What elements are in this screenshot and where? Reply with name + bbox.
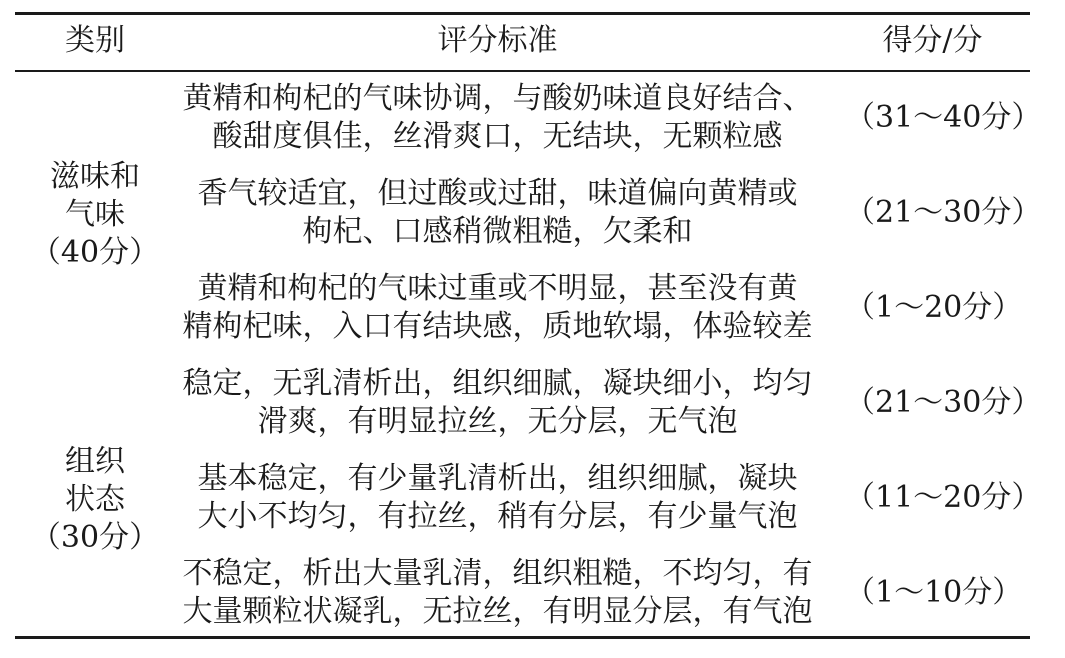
score-cell: （31～40分）	[845, 100, 1042, 135]
score-cell: （21～30分）	[845, 385, 1042, 420]
category-line: 状态	[65, 482, 125, 517]
criteria-cell	[160, 365, 835, 441]
criteria-line: 香气较适宜，但过酸或过甜，味道偏向黄精或	[197, 176, 798, 211]
criteria-line: 黄精和枸杞的气味协调，与酸奶味道良好结合、	[182, 81, 813, 116]
category-taste-aroma	[15, 158, 175, 272]
criteria-cell	[160, 555, 835, 631]
criteria-line: 精枸杞味，入口有结块感，质地软塌，体验较差	[182, 309, 813, 344]
criteria-line: 大量颗粒状凝乳，无拉丝，有明显分层，有气泡	[182, 594, 813, 629]
category-texture	[15, 443, 175, 557]
table-bottom-rule	[15, 636, 1030, 639]
category-line: （40分）	[30, 235, 160, 270]
criteria-line: 枸杞、口感稍微粗糙，欠柔和	[302, 214, 693, 249]
table-top-rule	[15, 12, 1030, 15]
header-criteria: 评分标准	[437, 23, 558, 58]
header-category: 类别	[65, 23, 125, 58]
category-line: 气味	[65, 197, 125, 232]
score-cell: （21～30分）	[845, 195, 1042, 230]
score-cell: （11～20分）	[845, 480, 1042, 515]
criteria-line: 大小不均匀，有拉丝，稍有分层，有少量气泡	[197, 499, 798, 534]
table-header-rule	[15, 70, 1030, 72]
criteria-cell	[160, 175, 835, 251]
category-line: （30分）	[30, 520, 160, 555]
criteria-line: 稳定，无乳清析出，组织细腻，凝块细小，均匀	[182, 366, 813, 401]
criteria-line: 不稳定，析出大量乳清，组织粗糙，不均匀，有	[182, 556, 813, 591]
category-line: 组织	[65, 444, 125, 479]
criteria-line: 黄精和枸杞的气味过重或不明显，甚至没有黄	[197, 271, 798, 306]
criteria-cell	[160, 460, 835, 536]
score-cell: （1～10分）	[845, 575, 1023, 610]
score-cell: （1～20分）	[845, 290, 1023, 325]
criteria-cell	[160, 270, 835, 346]
criteria-line: 酸甜度俱佳，丝滑爽口，无结块，无颗粒感	[212, 119, 783, 154]
criteria-line: 滑爽，有明显拉丝，无分层，无气泡	[257, 404, 738, 439]
criteria-cell	[160, 80, 835, 156]
category-line: 滋味和	[50, 159, 140, 194]
criteria-line: 基本稳定，有少量乳清析出，组织细腻，凝块	[197, 461, 798, 496]
header-score: 得分/分	[882, 23, 983, 58]
